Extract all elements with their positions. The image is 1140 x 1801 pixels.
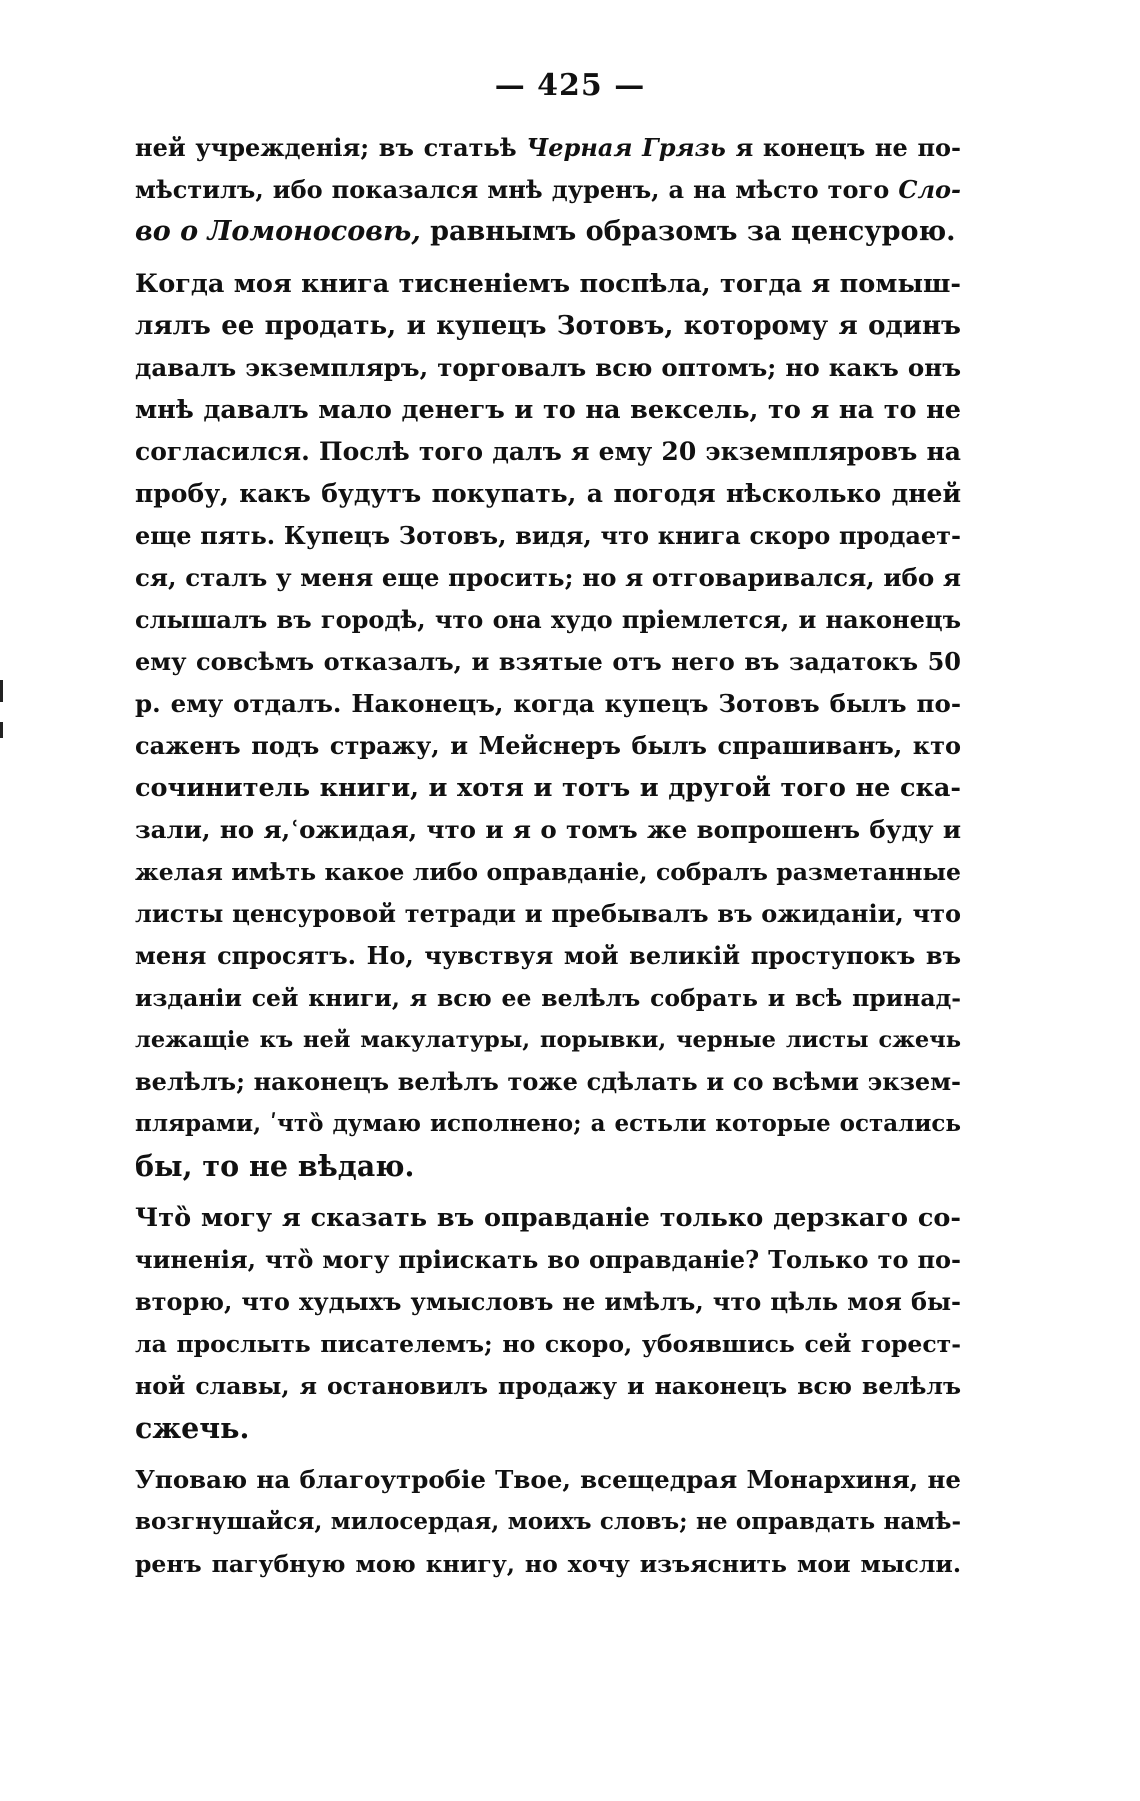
line-text: давалъ экземпляръ, торговалъ всю оптомъ; но какъ онъ <box>135 353 961 382</box>
line-text: мѣстилъ, ибо показался мнѣ дуренъ, а на мѣсто того <box>135 175 899 204</box>
italic-title-text: Черная Грязь <box>526 133 726 162</box>
line-text: ла прослыть писателемъ; но скоро, убоявшись сей горест- <box>135 1330 961 1358</box>
text-line <box>135 1501 961 1543</box>
text-line <box>135 1365 961 1407</box>
paragraph <box>135 263 961 1187</box>
text-line <box>135 431 961 473</box>
text-line <box>135 767 961 809</box>
line-text: ему совсѣмъ отказалъ, и взятые отъ него въ задатокъ 50 <box>135 647 961 676</box>
text-line <box>135 1407 961 1449</box>
text-line <box>135 473 961 515</box>
text-line <box>135 305 961 347</box>
line-text: р. ему отдалъ. Наконецъ, когда купецъ Зотовъ былъ по- <box>135 689 961 718</box>
line-text: меня спросятъ. Но, чувствуя мой великій проступокъ въ <box>135 941 961 970</box>
text-line <box>135 851 961 893</box>
line-text: Чтȍ могу я сказать въ оправданіе только дерзкаго со- <box>135 1203 961 1233</box>
line-text: еще пять. Купецъ Зотовъ, видя, что книга скоро продает- <box>135 521 961 550</box>
text-line <box>135 1103 961 1145</box>
line-text: велѣлъ; наконецъ велѣлъ тоже сдѣлать и со всѣми экзем- <box>135 1067 961 1096</box>
line-text: сочинитель книги, и хотя и тотъ и другой того не ска- <box>135 773 961 803</box>
text-line <box>135 809 961 851</box>
text-line <box>135 1239 961 1281</box>
text-line <box>135 683 961 725</box>
line-text: зали, но я,ʿожидая, что и я о томъ же вопрошенъ буду и <box>135 815 961 844</box>
text-line <box>135 1323 961 1365</box>
line-text: бы, то не вѣдаю. <box>135 1149 415 1183</box>
paragraph <box>135 127 961 253</box>
text-line <box>135 169 961 211</box>
line-text: листы ценсуровой тетради и пребывалъ въ ожиданіи, что <box>135 899 961 928</box>
text-line <box>135 641 961 683</box>
line-text: ренъ пагубную мою книгу, но хочу изъяснить мои мысли. <box>135 1550 961 1578</box>
body-text <box>135 127 961 1595</box>
line-text: сжечь. <box>135 1411 250 1445</box>
line-text: слышалъ въ городѣ, что она худо пріемлется, и наконецъ <box>135 605 961 634</box>
paragraph <box>135 1459 961 1585</box>
line-text: чиненія, чтȍ могу пріискать во оправданіе? Только то по- <box>135 1245 961 1274</box>
line-text: равнымъ образомъ за ценсурою. <box>420 216 956 247</box>
paragraph <box>135 1197 961 1449</box>
text-line <box>135 1061 961 1103</box>
line-text: пробу, какъ будутъ покупать, а погодя нѣсколько дней <box>135 479 961 508</box>
text-line <box>135 599 961 641</box>
line-text: ся, сталъ у меня еще просить; но я отговаривался, ибо я <box>135 563 961 592</box>
text-line <box>135 557 961 599</box>
text-line <box>135 725 961 767</box>
text-line <box>135 127 961 169</box>
line-text: саженъ подъ стражу, и Мейснеръ былъ спрашиванъ, кто <box>135 731 961 760</box>
page-number: — 425 — <box>494 68 646 103</box>
line-text: возгнушайся, милосердая, моихъ словъ; не оправдать намѣ- <box>135 1508 961 1535</box>
text-line <box>135 347 961 389</box>
line-text: лежащіе къ ней макулатуры, порывки, черные листы сжечь <box>135 1027 961 1053</box>
line-text: мнѣ давалъ мало денегъ и то на вексель, то я на то не <box>135 395 961 425</box>
line-text: согласился. Послѣ того далъ я ему 20 экземпляровъ на <box>135 437 961 466</box>
text-line <box>135 515 961 557</box>
text-line <box>135 1459 961 1501</box>
text-line <box>135 935 961 977</box>
line-text: ной славы, я остановилъ продажу и наконецъ всю велѣлъ <box>135 1372 961 1400</box>
line-text: Когда моя книга тисненіемъ поспѣла, тогда я помыш- <box>135 269 961 299</box>
line-text: Уповаю на благоутробіе Твое, всещедрая Монархиня, не <box>135 1465 961 1494</box>
text-line <box>135 389 961 431</box>
text-line <box>135 893 961 935</box>
text-line <box>135 1145 961 1187</box>
italic-title-text: Сло- <box>898 175 961 204</box>
line-text: плярами, ʹчтȍ думаю исполнено; а естьли которые остались <box>135 1110 961 1137</box>
scan-edge-mark <box>0 722 3 738</box>
line-text: лялъ ее продать, и купецъ Зотовъ, которому я одинъ <box>135 311 961 341</box>
text-line <box>135 977 961 1019</box>
italic-title-text: во о Ломоносовѣ, <box>135 216 421 247</box>
line-text: ней учрежденія; въ статьѣ <box>135 133 527 162</box>
line-text: изданіи сей книги, я всю ее велѣлъ собрать и всѣ принад- <box>135 984 961 1012</box>
text-line <box>135 263 961 305</box>
text-line <box>135 1281 961 1323</box>
scan-edge-mark <box>0 680 3 702</box>
text-line <box>135 1197 961 1239</box>
text-line <box>135 1019 961 1061</box>
text-line <box>135 211 961 253</box>
line-text: я конецъ не по- <box>725 133 961 162</box>
text-line <box>135 1543 961 1585</box>
line-text: вторю, что худыхъ умысловъ не имѣлъ, что цѣль моя бы- <box>135 1287 961 1316</box>
line-text: желая имѣть какое либо оправданіе, собралъ разметанные <box>135 858 961 886</box>
